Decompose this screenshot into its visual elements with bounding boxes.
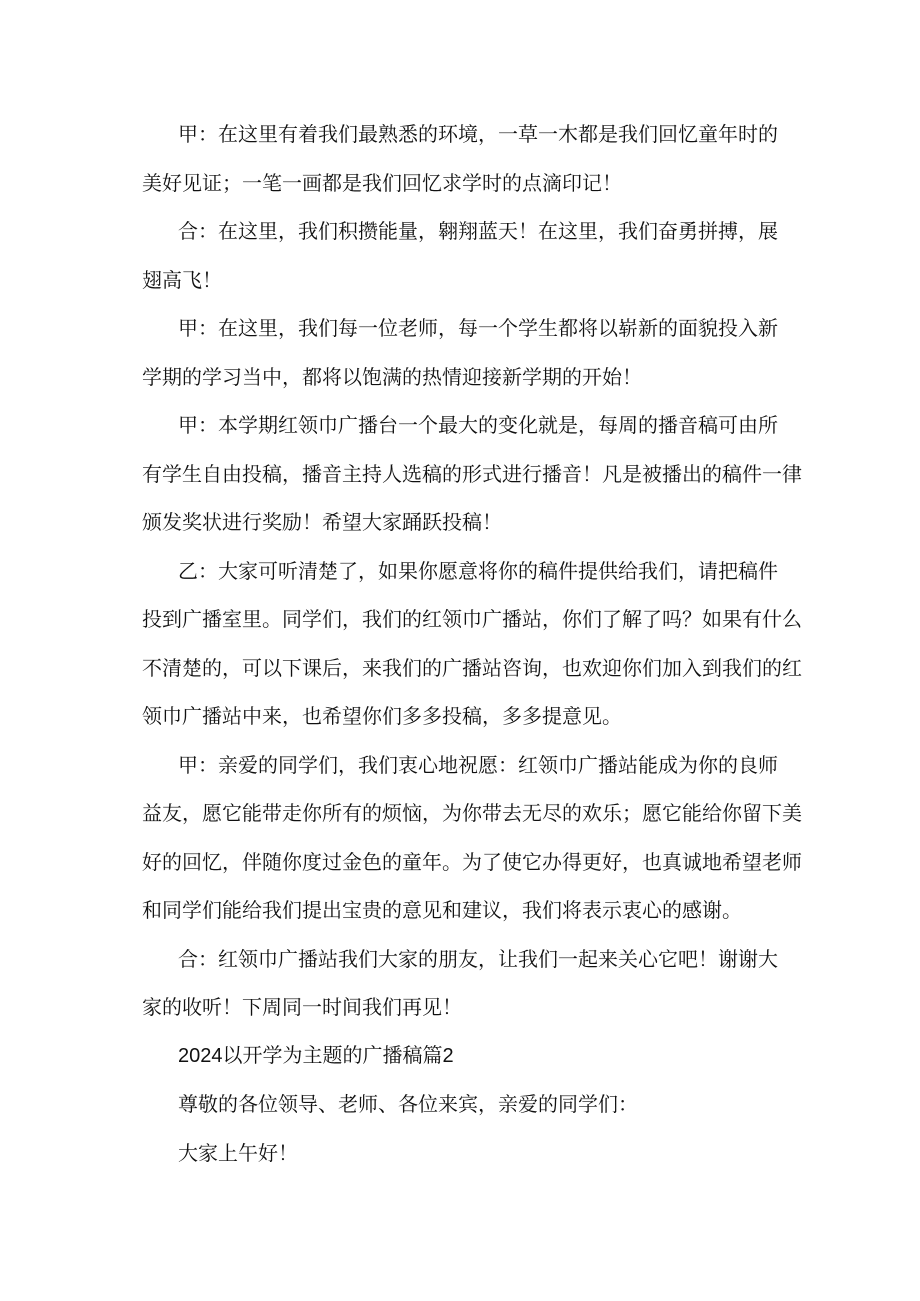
paragraph-line: 甲：在这里，我们每一位老师，每一个学生都将以崭新的面貌投入新 — [178, 316, 778, 340]
paragraph-7 — [142, 935, 802, 1032]
paragraph-line: 甲：亲爱的同学们，我们衷心地祝愿：红领巾广播站能成为你的良师 — [178, 752, 778, 777]
paragraph-line: 好的回忆，伴随你度过金色的童年。为了使它办得更好，也真诚地希望老师 — [142, 849, 802, 874]
paragraph-2 — [142, 207, 802, 304]
paragraph-3 — [142, 304, 802, 401]
paragraph-line: 投到广播室里。同学们，我们的红领巾广播站，你们了解了吗？如果有什么 — [142, 607, 802, 631]
paragraph-6 — [142, 741, 802, 935]
paragraph-line: 合：在这里，我们积攒能量，翱翔蓝天！在这里，我们奋勇拼搏，展 — [178, 219, 778, 243]
paragraph-line: 颁发奖状进行奖励！希望大家踊跃投稿！ — [142, 510, 502, 534]
greeting-line — [142, 1080, 802, 1129]
paragraph-line: 甲：在这里有着我们最熟悉的环境，一草一木都是我们回忆童年时的 — [178, 122, 778, 146]
paragraph-line: 不清楚的，可以下课后，来我们的广播站咨询，也欢迎你们加入到我们的红 — [142, 655, 802, 680]
paragraph-line: 有学生自由投稿，播音主持人选稿的形式进行播音！凡是被播出的稿件一律 — [142, 461, 802, 486]
paragraph-line: 合：红领巾广播站我们大家的朋友，让我们一起来关心它吧！谢谢大 — [178, 946, 778, 971]
paragraph-line: 学期的学习当中，都将以饱满的热情迎接新学期的开始！ — [142, 364, 642, 389]
paragraph-line: 领巾广播站中来，也希望你们多多投稿，多多提意见。 — [142, 704, 622, 728]
paragraph-line: 和同学们能给我们提出宝贵的意见和建议，我们将表示衷心的感谢。 — [142, 898, 742, 922]
paragraph-line: 甲：本学期红领巾广播台一个最大的变化就是，每周的播音稿可由所 — [178, 413, 778, 437]
section-heading: 2024以开学为主题的广播稿篇2 — [178, 1044, 454, 1067]
paragraph-line: 大家上午好！ — [178, 1140, 298, 1165]
paragraph-5 — [142, 547, 802, 741]
opening-line — [142, 1129, 802, 1178]
paragraph-line: 尊敬的各位领导、老师、各位来宾，亲爱的同学们： — [178, 1092, 638, 1116]
paragraph-line: 家的收听！下周同一时间我们再见！ — [142, 995, 462, 1019]
paragraph-line: 益友，愿它能带走你所有的烦恼，为你带去无尽的欢乐；愿它能给你留下美 — [142, 801, 802, 825]
paragraph-line: 美好见证；一笔一画都是我们回忆求学时的点滴印记！ — [142, 170, 622, 195]
paragraph-line: 翅高飞！ — [142, 267, 222, 292]
paragraph-4 — [142, 401, 802, 547]
document-body — [142, 110, 802, 1177]
paragraph-1 — [142, 110, 802, 207]
paragraph-line: 乙：大家可听清楚了，如果你愿意将你的稿件提供给我们，请把稿件 — [178, 558, 778, 583]
